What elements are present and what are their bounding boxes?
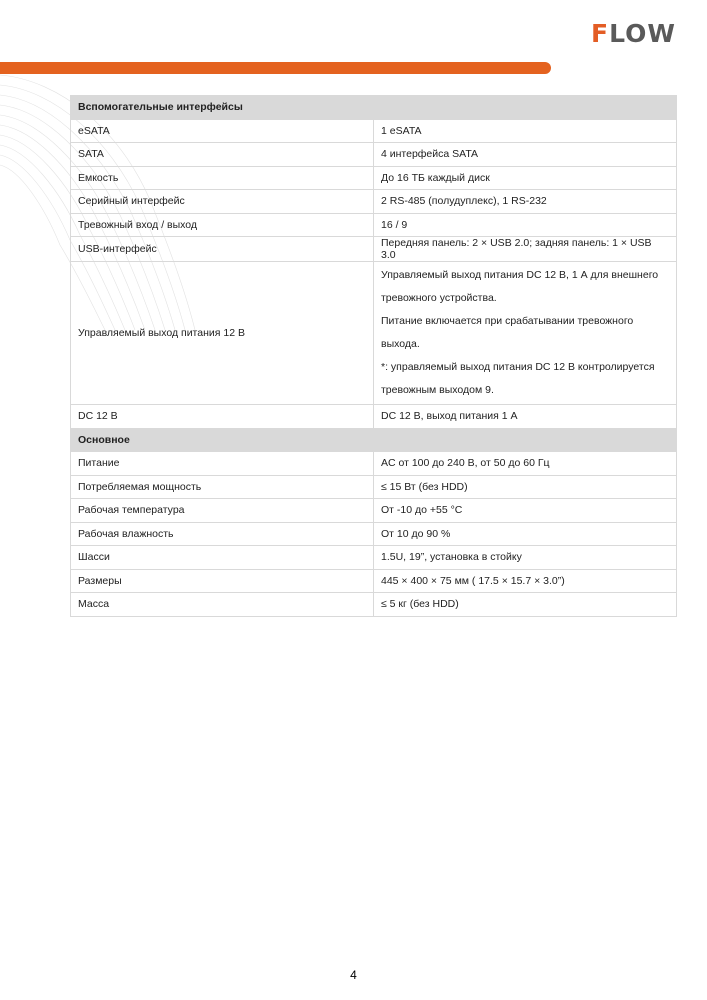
spec-label: Емкость bbox=[71, 166, 374, 190]
spec-value: До 16 ТБ каждый диск bbox=[374, 166, 677, 190]
spec-row bbox=[71, 213, 677, 237]
spec-value-line: Управляемый выход питания DC 12 В, 1 А для внешнего тревожного устройства. bbox=[381, 269, 659, 304]
spec-row bbox=[71, 190, 677, 214]
spec-value: ≤ 5 кг (без HDD) bbox=[374, 593, 677, 617]
section-title: Вспомогательные интерфейсы bbox=[71, 96, 677, 120]
section-header bbox=[71, 428, 677, 452]
spec-value: DC 12 В, выход питания 1 А bbox=[374, 405, 677, 429]
spec-value-line: Питание включается при срабатывании тревожного выхода. bbox=[381, 315, 634, 350]
spec-value: ≤ 15 Вт (без HDD) bbox=[374, 475, 677, 499]
spec-row bbox=[71, 262, 677, 405]
spec-label: DC 12 В bbox=[71, 405, 374, 429]
spec-value: 1 eSATA bbox=[374, 119, 677, 143]
spec-label: Размеры bbox=[71, 569, 374, 593]
spec-value: От 10 до 90 % bbox=[374, 522, 677, 546]
spec-row bbox=[71, 166, 677, 190]
spec-label: Масса bbox=[71, 593, 374, 617]
spec-label: SATA bbox=[71, 143, 374, 167]
header-orange-bar bbox=[0, 62, 551, 74]
spec-row bbox=[71, 143, 677, 167]
spec-row bbox=[71, 499, 677, 523]
spec-value: От -10 до +55 °C bbox=[374, 499, 677, 523]
flow-logo: FLOW bbox=[591, 19, 676, 48]
section-header bbox=[71, 96, 677, 120]
spec-value bbox=[374, 262, 677, 405]
spec-row bbox=[71, 593, 677, 617]
spec-row bbox=[71, 237, 677, 262]
spec-label: Питание bbox=[71, 452, 374, 476]
spec-label: Серийный интерфейс bbox=[71, 190, 374, 214]
spec-row bbox=[71, 452, 677, 476]
page-number: 4 bbox=[350, 968, 357, 982]
spec-value: 16 / 9 bbox=[374, 213, 677, 237]
spec-value: 4 интерфейса SATA bbox=[374, 143, 677, 167]
spec-value: Передняя панель: 2 × USB 2.0; задняя панель: 1 × USB 3.0 bbox=[374, 237, 677, 262]
spec-value: 445 × 400 × 75 мм ( 17.5 × 15.7 × 3.0”) bbox=[374, 569, 677, 593]
spec-row bbox=[71, 475, 677, 499]
spec-value-line: *: управляемый выход питания DC 12 В контролируется тревожным выходом 9. bbox=[381, 361, 655, 396]
spec-label: USB-интерфейс bbox=[71, 237, 374, 262]
spec-label: Управляемый выход питания 12 В bbox=[71, 262, 374, 405]
specifications-table bbox=[70, 95, 677, 617]
spec-label: Рабочая влажность bbox=[71, 522, 374, 546]
section-title: Основное bbox=[71, 428, 677, 452]
spec-value: 1.5U, 19”, установка в стойку bbox=[374, 546, 677, 570]
spec-row bbox=[71, 405, 677, 429]
spec-row bbox=[71, 119, 677, 143]
spec-row bbox=[71, 522, 677, 546]
spec-value: 2 RS-485 (полудуплекс), 1 RS-232 bbox=[374, 190, 677, 214]
spec-label: Тревожный вход / выход bbox=[71, 213, 374, 237]
spec-label: Потребляемая мощность bbox=[71, 475, 374, 499]
spec-label: eSATA bbox=[71, 119, 374, 143]
spec-row bbox=[71, 546, 677, 570]
spec-row bbox=[71, 569, 677, 593]
spec-label: Рабочая температура bbox=[71, 499, 374, 523]
spec-value: AC от 100 до 240 В, от 50 до 60 Гц bbox=[374, 452, 677, 476]
spec-label: Шасси bbox=[71, 546, 374, 570]
